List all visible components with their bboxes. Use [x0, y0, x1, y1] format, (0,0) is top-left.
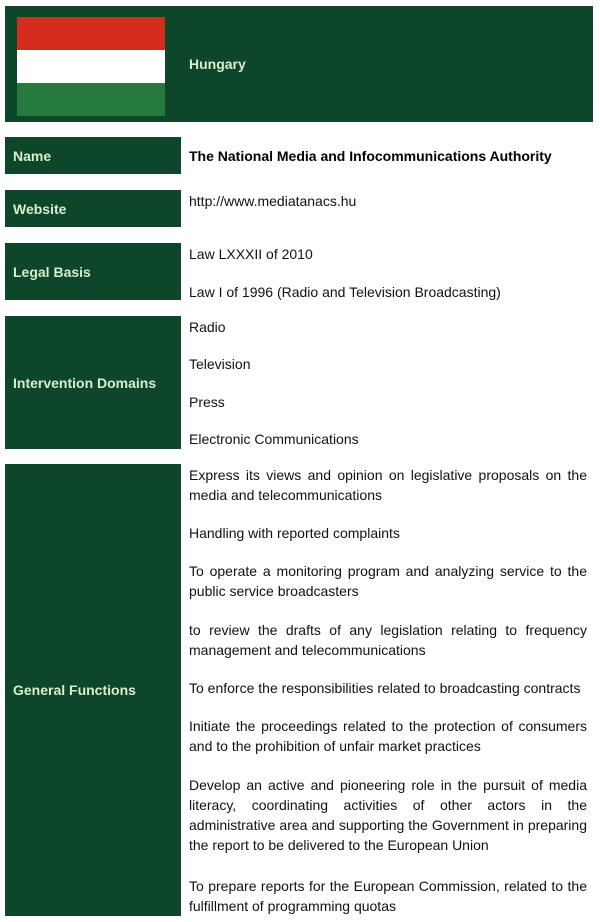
function-item: to review the drafts of any legislation relating to frequency management and telecommunications: [189, 622, 587, 658]
legal-basis-item: Law LXXXII of 2010: [189, 246, 313, 262]
website-label: Website: [5, 190, 181, 227]
intervention-domains-label: Intervention Domains: [5, 316, 181, 449]
name-label: Name: [5, 137, 181, 174]
legal-basis-label: Legal Basis: [5, 243, 181, 300]
function-item: To enforce the responsibilities related to broadcasting contracts: [189, 680, 581, 696]
domain-item: Radio: [189, 319, 226, 335]
general-functions-label: General Functions: [5, 464, 181, 916]
function-item: Develop an active and pioneering role in the pursuit of media literacy, coordinating activities of other actors in the administrative area and supporting the Government in preparing the report to be delivered to the European Union: [189, 777, 587, 853]
function-item: To operate a monitoring program and analyzing service to the public service broadcasters: [189, 563, 587, 599]
country-header: [5, 6, 593, 122]
domain-item: Press: [189, 394, 225, 410]
country-name: Hungary: [189, 56, 246, 72]
legal-basis-item: Law I of 1996 (Radio and Television Broadcasting): [189, 284, 501, 300]
hungary-flag-icon: [17, 17, 165, 116]
function-item: Initiate the proceedings related to the protection of consumers and to the prohibition of unfair market practices: [189, 718, 587, 754]
website-value[interactable]: http://www.mediatanacs.hu: [189, 193, 357, 209]
domain-item: Television: [189, 356, 251, 372]
name-value: The National Media and Infocommunications Authority: [189, 148, 552, 164]
function-item: Express its views and opinion on legislative proposals on the media and telecommunications: [189, 467, 587, 503]
function-item: Handling with reported complaints: [189, 525, 400, 541]
domain-item: Electronic Communications: [189, 431, 359, 447]
function-item: To prepare reports for the European Commission, related to the fulfillment of programming quotas: [189, 878, 587, 914]
